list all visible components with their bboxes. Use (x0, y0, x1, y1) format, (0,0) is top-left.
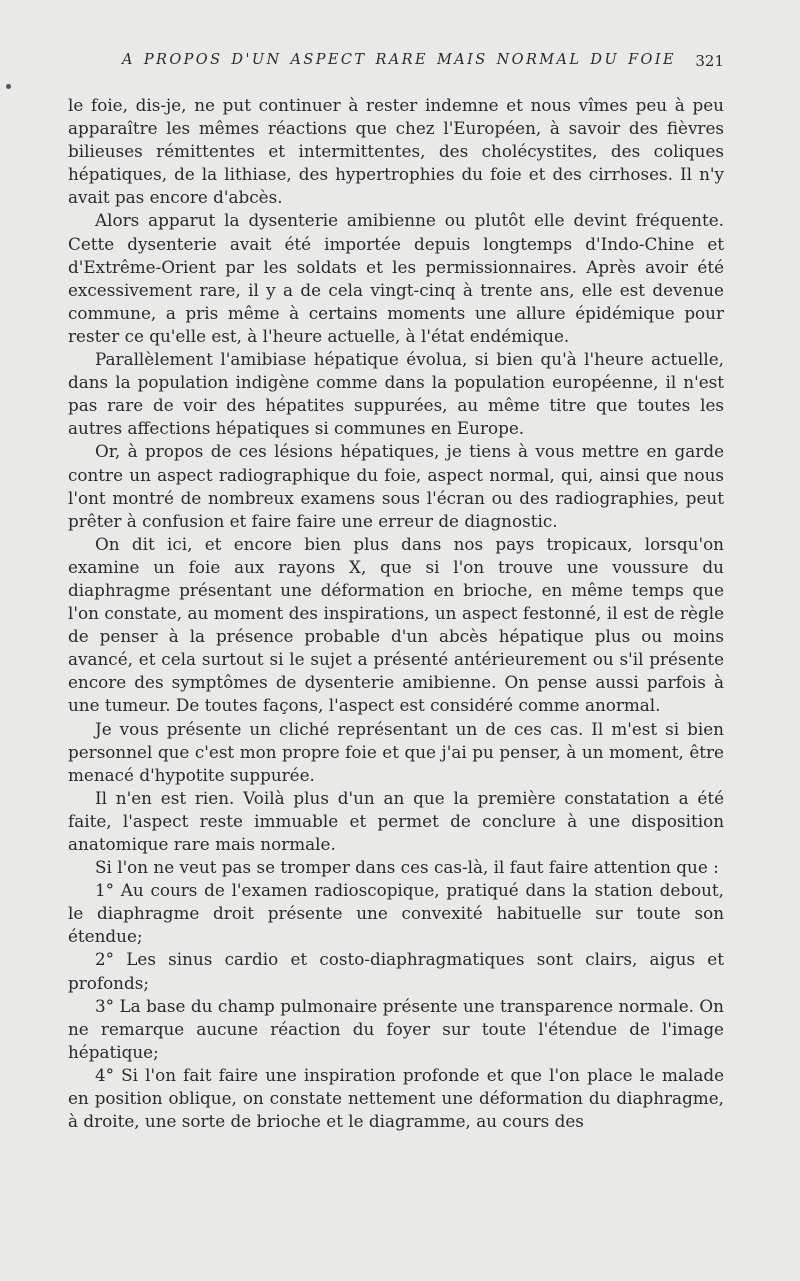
paragraph-dysenterie: Alors apparut la dysenterie amibienne ou plutôt elle devint fréquente. Cette dysenterie avait été importée depuis longtemps d'Indo-Chine et d'Extrême-Orient par les soldats et les permissionnaires. Après avoir été excessivement rare, il y a de cela vingt-cinq à trente ans, elle est devenue commune, a pris même à certains moments une allure épidémique pour rester ce qu'elle est, à l'heure actuelle, à l'état endémique. (68, 210, 724, 346)
paragraph-mise-en-garde: Or, à propos de ces lésions hépatiques, je tiens à vous mettre en garde contre un aspect radiographique du foie, aspect normal, qui, ainsi que nous l'ont montré de nombreux examens sous l'écran ou des radiographies, peut prêter à confusion et faire faire une erreur de diagnostic. (68, 441, 724, 531)
paragraph-continuation: le foie, dis-je, ne put continuer à rester indemne et nous vîmes peu à peu apparaître les mêmes réactions que chez l'Européen, à savoir des fièvres bilieuses rémittentes et intermittentes, des cholécystites, des coliques hépatiques, de la lithiase, des hypertrophies du foie et des cirrhoses. Il n'y avait pas encore d'abcès. (68, 95, 724, 208)
list-item-4: 4° Si l'on fait faire une inspiration profonde et que l'on place le malade en position oblique, on constate nettement une déformation du diaphragme, à droite, une sorte de brioche et le diagramme, au cours des (68, 1064, 724, 1132)
margin-ink-dot (6, 84, 11, 89)
body-text (68, 94, 724, 1133)
list-item-3: 3° La base du champ pulmonaire présente une transparence normale. On ne remarque aucune réaction du foyer sur toute l'étendue de l'image hépatique; (68, 995, 724, 1062)
running-title: A PROPOS D'UN ASPECT RARE MAIS NORMAL DU FOIE (122, 52, 676, 68)
paragraph-amibiase: Parallèlement l'amibiase hépatique évolua, si bien qu'à l'heure actuelle, dans la population indigène comme dans la population européenne, il n'est pas rare de voir des hépatites suppurées, au même titre que toutes les autres affections hépatiques si communes en Europe. (68, 349, 724, 439)
paragraph-attention: Si l'on ne veut pas se tromper dans ces cas-là, il faut faire attention que : (95, 857, 719, 878)
page-number: 321 (695, 52, 724, 70)
paragraph-constatation: Il n'en est rien. Voilà plus d'un an que la première constatation a été faite, l'aspect reste immuable et permet de conclure à une disposition anatomique rare mais normale. (68, 787, 724, 854)
paragraph-rayons-x: On dit ici, et encore bien plus dans nos pays tropicaux, lorsqu'on examine un foie aux rayons X, que si l'on trouve une voussure du diaphragme présentant une déformation en brioche, en même temps que l'on constate, au moment des inspirations, un aspect festonné, il est de règle de penser à la présence probable d'un abcès hépatique plus ou moins avancé, et cela surtout si le sujet a présenté antérieurement ou s'il présente encore des symptômes de dysenterie amibienne. On pense aussi parfois à une tumeur. De toutes façons, l'aspect est considéré comme anormal. (68, 533, 724, 716)
list-item-1: 1° Au cours de l'examen radioscopique, pratiqué dans la station debout, le diaphragme droit présente une convexité habituelle sur toute son étendue; (68, 880, 724, 947)
list-item-2: 2° Les sinus cardio et costo-diaphragmatiques sont clairs, aigus et profonds; (68, 949, 724, 993)
paragraph-cliche: Je vous présente un cliché représentant un de ces cas. Il m'est si bien personnel que c'est mon propre foie et que j'ai pu penser, à un moment, être menacé d'hypotite suppurée. (68, 718, 724, 785)
page-header (68, 52, 724, 80)
